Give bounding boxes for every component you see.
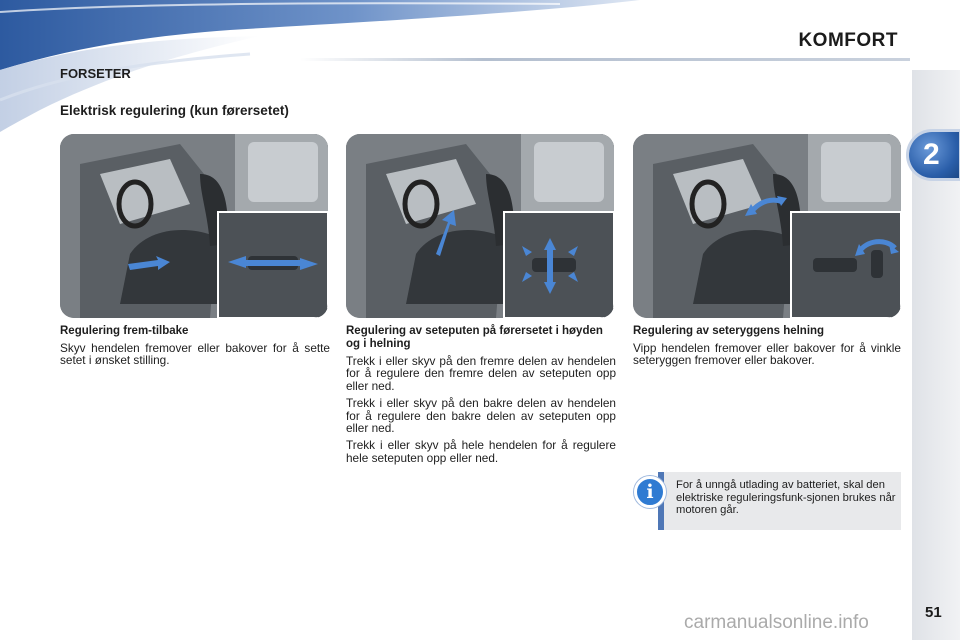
column-fore-aft [60,325,330,372]
column-paragraph: Trekk i eller skyv på den fremre delen av hendelen for å regulere den fremre delen av seteputen opp eller ned. [346,354,616,393]
illustration-seat-cushion-height-tilt [346,134,614,318]
chapter-number: 2 [923,138,940,171]
info-note-text: For å unngå utlading av batteriet, skal den elektriske reguleringsfunk-sjonen brukes når motoren går. [676,479,896,517]
illustration-seat-fore-aft [60,134,328,318]
column-cushion-height-tilt [346,325,616,469]
column-seatback-recline [633,325,901,372]
info-icon: i [634,476,666,508]
info-note-box [646,472,901,530]
column-heading: Regulering av seteputen på førersetet i høyden og i helning [346,325,603,350]
column-paragraph: Skyv hendelen fremover eller bakover for å sette setet i ønsket stilling. [60,341,330,368]
chapter-title: KOMFORT [798,30,898,51]
section-title: FORSETER [60,66,131,81]
page-number: 51 [925,604,942,621]
column-paragraph: Vipp hendelen fremover eller bakover for å vinkle seteryggen fremover eller bakover. [633,341,901,368]
subsection-title: Elektrisk regulering (kun førersetet) [60,103,289,118]
header-swoosh-decoration [0,0,960,140]
illustration-seatback-recline [633,134,901,318]
column-heading: Regulering frem-tilbake [60,325,189,337]
column-paragraph: Trekk i eller skyv på den bakre delen av hendelen for å regulere den bakre delen av seteputen opp eller ned. [346,396,616,436]
watermark: carmanualsonline.info [684,612,869,633]
column-paragraph: Trekk i eller skyv på hele hendelen for å regulere hele seteputen opp eller ned. [346,438,616,465]
chapter-number-badge [909,132,959,178]
column-heading: Regulering av seteryggens helning [633,325,825,337]
header-rule [300,58,910,61]
